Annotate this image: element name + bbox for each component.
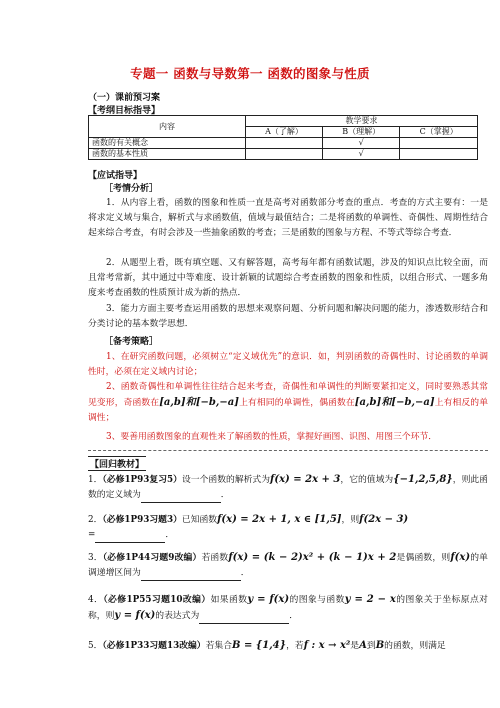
question-2: 2．（必修1P93习题3）已知函数f(x) = 2x + 1, x ∈ [1,5]，则f(2x − 3) = ． [88, 512, 488, 543]
question-5: 5．（必修1P33习题13改编）若集合B = {1,4}，若f : x → x²是A到B的函数，则满足 [88, 640, 446, 651]
formula: {−1,2,5,8} [393, 474, 453, 485]
col-b-header: B（理解） [323, 127, 400, 138]
col-c-header: C（掌握） [400, 127, 478, 138]
check-mark: √ [323, 138, 400, 149]
formula: y = 2 − x [344, 594, 396, 605]
section-preview: （一）课前预习案 [88, 93, 161, 103]
answer-blank[interactable] [141, 571, 241, 581]
guide-label: 【应试指导】 [88, 171, 143, 181]
answer-blank[interactable] [141, 493, 221, 503]
question-1: 1．（必修1P93复习5）设一个函数的解析式为f(x) = 2x + 3，它的值域为{−1,2,5,8}，则此函数的定义域为 ． [88, 472, 488, 503]
formula: f(x) [450, 552, 471, 563]
requirements-table [88, 115, 478, 160]
paragraph-2: 2．从题型上看，既有填空题、又有解答题，高考每年都有函数试题，涉及的知识点比较全面，而且常考常新，其中通过中等难度、设计新颖的试题综合考查函数的图象和性质，以组合形式、一题多角度来考查函数的性质预计成为新的热点． [88, 258, 488, 298]
interval-math: [a,b]和[−b,−a] [354, 397, 435, 408]
formula: f(x) = 2x + 3 [270, 474, 341, 485]
formula: B [375, 640, 385, 651]
col-a-header: A（了解） [246, 127, 323, 138]
page-title: 专题一 函数与导数第一 函数的图象与性质 [130, 66, 370, 81]
analysis-label: ［考情分析］ [104, 184, 159, 194]
divider [88, 450, 488, 451]
check-mark: √ [323, 149, 400, 160]
answer-blank[interactable] [199, 614, 289, 624]
formula: f(x) = (k − 2)x² + (k − 1)x + 2 [228, 552, 397, 563]
row-name: 函数的基本性质 [89, 149, 246, 160]
paragraph-3: 3．能力方面主要考查运用函数的思想来观察问题、分析问题和解决问题的能力，渗透数形结合和分类讨论的基本数学思想． [88, 304, 488, 329]
formula: f : x → x² [303, 640, 351, 651]
strategy-1: 1、在研究函数问题，必须树立“定义域优先”的意识．如，判别函数的奇偶性时、讨论函数的单调性时，必须在定义域内讨论； [88, 352, 488, 377]
question-3: 3．（必修1P44习题9改编）若函数f(x) = (k − 2)x² + (k − 1)x + 2是偶函数，则f(x)的单调递增区间为 ． [88, 550, 488, 581]
table-row [89, 138, 478, 149]
strategy-label: ［备考策略］ [104, 337, 159, 347]
review-label-wrap [88, 456, 146, 471]
answer-blank[interactable] [95, 533, 165, 543]
strategy-2: 2、函数奇偶性和单调性往往结合起来考查，奇偶性和单调性的判断要紧扣定义，同时要熟悉其常见变形，奇函数在[a,b]和[−b,−a]上有相同的单调性，偶函数在[a,b]和[−b,−a]上有相反的单调性； [88, 382, 488, 423]
targets-label: 【考纲目标指导】 [88, 106, 161, 116]
formula: f(x) = 2x + 1, x ∈ [1,5] [217, 514, 342, 525]
formula: B = {1,4} [232, 640, 287, 651]
paragraph-1: 1．从内容上看，函数的图象和性质一直是高考对函数部分考查的重点．考查的方式主要有：一是将求定义域与集合，解析式与求函数值，值域与最值结合；二是将函数的单调性、奇偶性、周期性结合起来综合考查，有时会涉及一些抽象函数的考查；三是函数的图象与方程、不等式等综合考查． [88, 198, 488, 238]
formula: y = f(x) [114, 610, 156, 621]
table-row [89, 149, 478, 160]
col-content-header: 内容 [89, 116, 246, 138]
strategy-3: 3、要善用函数图象的直观性来了解函数的性质，掌握好画图、识图、用图三个环节． [106, 432, 438, 442]
interval-math: [a,b]和[−b,−a] [159, 397, 239, 408]
formula: A [359, 640, 367, 651]
formula: y = f(x) [247, 594, 290, 605]
col-requirements-header: 教学要求 [246, 116, 478, 127]
formula: f(2x − 3) [359, 514, 409, 525]
review-label: 【回归教材】 [88, 456, 146, 471]
row-name: 函数的有关概念 [89, 138, 246, 149]
question-4: 4．（必修1P55习题10改编）如果函数y = f(x)的图象与函数y = 2 − x的图象关于坐标原点对称，则y = f(x)的表达式为 ． [88, 592, 488, 624]
